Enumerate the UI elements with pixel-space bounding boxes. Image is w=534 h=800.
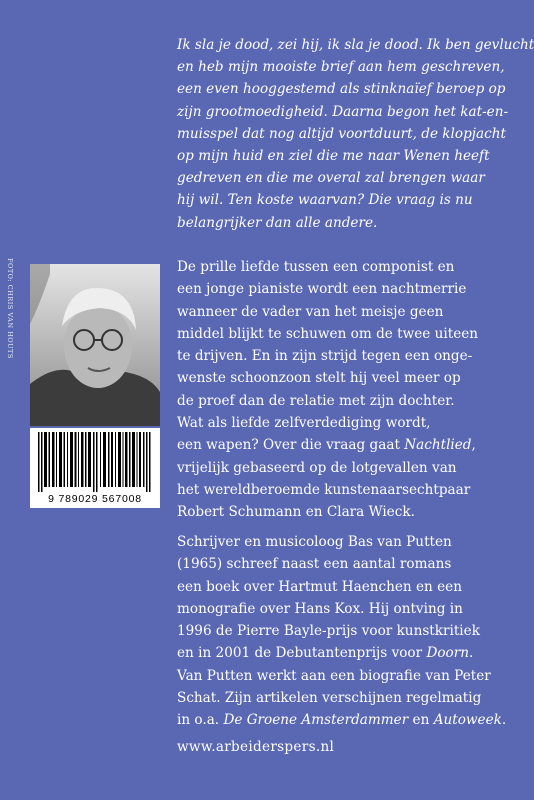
author-photo <box>30 264 160 426</box>
quote-line: een even hooggestemd als stinknaïef beroep op <box>177 81 506 98</box>
synopsis-paragraph <box>177 256 487 524</box>
quote-line: muisspel dat nog altijd voortduurt, de klopjacht <box>177 125 506 142</box>
text-line: het wereldberoemde kunstenaarsechtpaar <box>177 481 471 498</box>
text-run: een wapen? Over die vraag gaat <box>177 437 405 454</box>
text-line: middel blijkt te schuwen om de twee uiteen <box>177 325 479 342</box>
isbn-number: 9 789029 567008 <box>48 493 142 505</box>
barcode-bars <box>30 432 160 494</box>
quote-line: op mijn huid en ziel die me naar Wenen heeft <box>177 148 490 165</box>
text-line: wanneer de vader van het meisje geen <box>177 303 444 320</box>
text-line: De prille liefde tussen een componist en <box>177 259 455 275</box>
text-run: en <box>408 712 434 729</box>
book-title: Doorn <box>426 645 469 662</box>
text-line: monografie over Hans Kox. Hij ontving in <box>177 600 463 617</box>
text-line: (1965) schreef naast een aantal romans <box>177 556 452 573</box>
photo-credit: FOTO: CHRIS VAN HOUTS <box>6 258 14 359</box>
text-line <box>177 434 487 456</box>
text-run: en in 2001 de Debutantenprijs voor <box>177 645 427 662</box>
text-line: Van Putten werkt aan een biografie van Peter <box>177 667 491 684</box>
text-line <box>177 642 487 664</box>
text-line: een jonge pianiste wordt een nachtmerrie <box>177 281 467 298</box>
text-line: een boek over Hartmut Haenchen en een <box>177 578 462 595</box>
text-line: Robert Schumann en Clara Wieck. <box>177 504 415 521</box>
text-line <box>177 709 507 731</box>
publication-title: Autoweek <box>433 712 502 729</box>
text-run: , <box>471 437 476 454</box>
quote-line: hij wil. Ten koste waarvan? Die vraag is nu <box>177 192 473 209</box>
quote-line: gedreven en die me overal zal brengen waar <box>177 170 485 187</box>
text-line: de proef dan de relatie met zijn dochter. <box>177 392 455 409</box>
text-line: te drijven. En in zijn strijd tegen een onge- <box>177 348 473 365</box>
author-portrait-image <box>30 264 160 426</box>
quote-line: en heb mijn mooiste brief aan hem geschreven, <box>177 59 505 76</box>
text-run: . <box>501 712 507 729</box>
text-line: vrijelijk gebaseerd op de lotgevallen van <box>177 459 457 476</box>
quote-line: Ik sla je dood, zei hij, ik sla je dood. Ik ben gevlucht <box>177 37 534 53</box>
text-line: wenste schoonzoon stelt hij veel meer op <box>177 370 461 387</box>
isbn-barcode <box>30 428 160 508</box>
text-line: 1996 de Pierre Bayle-prijs voor kunstkritiek <box>177 623 480 640</box>
text-run: in o.a. <box>177 712 224 729</box>
quote-line: zijn grootmoedigheid. Daarna begon het kat-en- <box>177 103 509 120</box>
back-cover-quote <box>177 34 534 234</box>
publisher-website: www.arbeiderspers.nl <box>177 739 335 755</box>
book-title: Nachtlied <box>404 437 472 454</box>
author-bio-paragraph <box>177 531 507 732</box>
quote-line: belangrijker dan alle andere. <box>177 214 378 231</box>
publication-title: De Groene Amsterdammer <box>223 712 409 729</box>
text-run: . <box>468 645 474 662</box>
text-line: Schat. Zijn artikelen verschijnen regelmatig <box>177 690 482 707</box>
text-line: Wat als liefde zelfverdediging wordt, <box>177 415 431 432</box>
text-line: Schrijver en musicoloog Bas van Putten <box>177 534 452 550</box>
